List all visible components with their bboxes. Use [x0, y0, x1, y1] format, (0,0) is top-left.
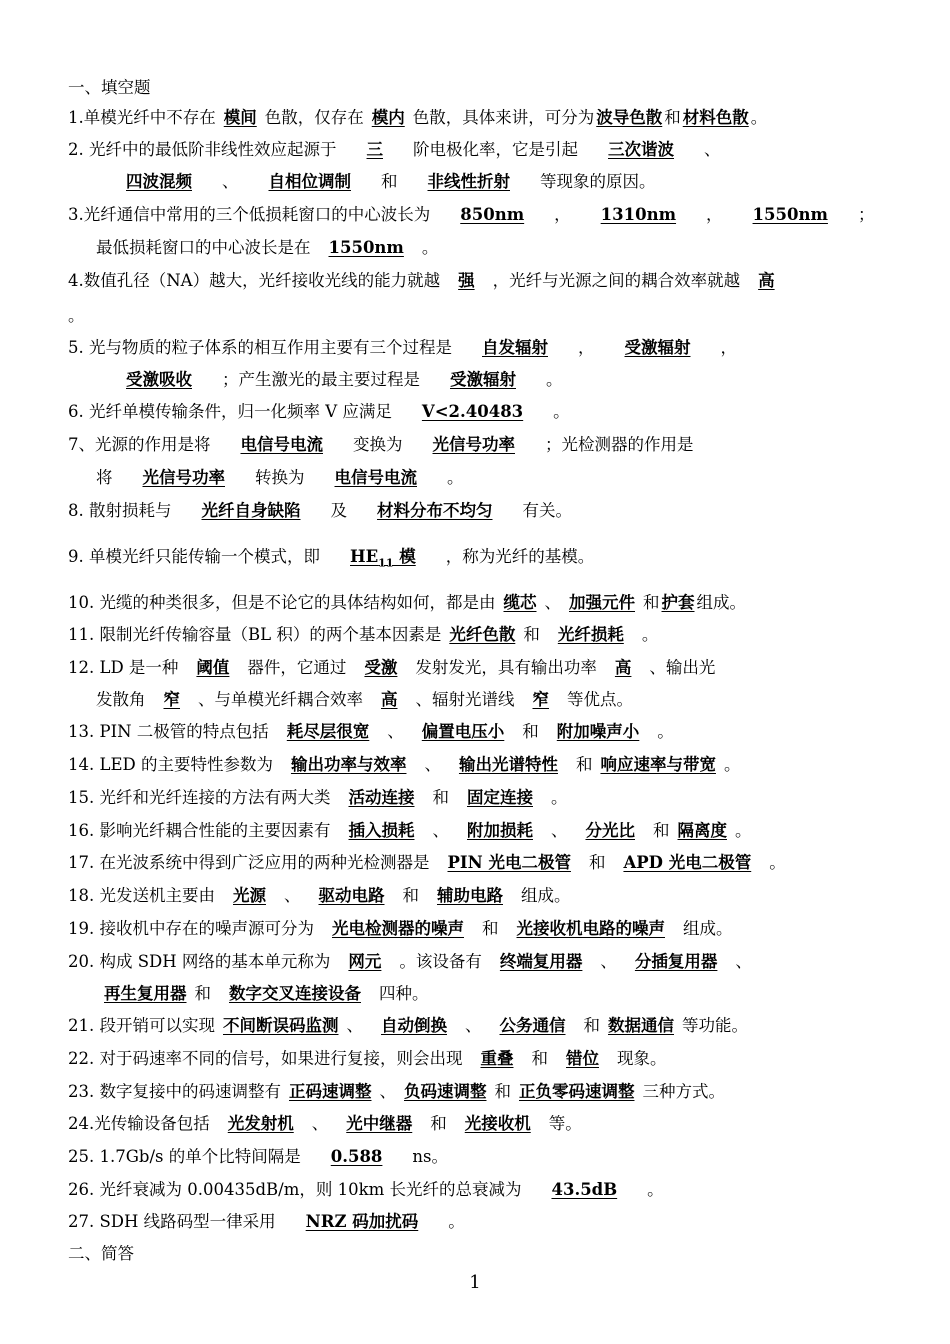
answer-blank: 波导色散 — [596, 108, 663, 127]
answer-blank: 受激 — [364, 658, 398, 677]
answer-blank: 终端复用器 — [499, 952, 583, 971]
question-21: 21. 段开销可以实现 不间断误码监测 、 自动倒换 、 公务通信 和 数据通信 等功能。 — [68, 1016, 748, 1035]
question-12-cont: 发散角 窄 、与单模光纤耦合效率 高 、辐射光谱线 窄 等优点。 — [96, 690, 633, 709]
answer-blank: 耗尽层很宽 — [286, 722, 370, 741]
question-25: 25. 1.7Gb/s 的单个比特间隔是 0.588 ns。 — [68, 1147, 449, 1166]
answer-blank: 驱动电路 — [318, 886, 385, 905]
question-3: 3.光纤通信中常用的三个低损耗窗口的中心波长为 850nm ， 1310nm ， 1550nm ； — [68, 205, 875, 224]
answer-blank: 辅助电路 — [437, 886, 503, 905]
answer-blank: 高 — [758, 271, 775, 290]
answer-blank: 模间 — [223, 108, 257, 127]
answer-blank: 非线性折射 — [427, 172, 510, 191]
section-heading-fill-in: 一、填空题 — [68, 78, 151, 97]
answer-blank: 受激吸收 — [126, 370, 192, 389]
answer-blank: $HE_{11}$ 模 — [350, 547, 416, 570]
answer-blank: 再生复用器 — [104, 984, 187, 1003]
answer-blank: 43.5dB — [551, 1180, 618, 1199]
answer-blank: 强 — [458, 271, 475, 290]
answer-blank: 公务通信 — [499, 1016, 566, 1035]
answer-blank: 窄 — [163, 690, 180, 709]
question-4-cont: 。 — [68, 306, 85, 325]
answer-blank: 自发辐射 — [482, 338, 548, 357]
answer-blank: 护套 — [661, 593, 695, 612]
page-number: 1 — [469, 1272, 481, 1293]
answer-blank: 光纤损耗 — [557, 625, 624, 644]
answer-blank: 1310nm — [600, 205, 677, 224]
question-20-cont: 再生复用器 和 数字交叉连接设备 四种。 — [96, 982, 910, 1006]
question-5: 5. 光与物质的粒子体系的相互作用主要有三个过程是 自发辐射 ， 受激辐射 ， — [68, 338, 737, 357]
answer-blank: 光电检测器的噪声 — [332, 919, 464, 938]
answer-blank: 自相位调制 — [268, 172, 351, 191]
answer-blank: 材料分布不均匀 — [377, 501, 493, 520]
question-22: 22. 对于码速率不同的信号，如果进行复接，则会出现 重叠 和 错位 现象。 — [68, 1049, 667, 1068]
question-2: 2. 光纤中的最低阶非线性效应起源于 三 阶电极化率，它是引起 三次谐波 、 — [68, 140, 721, 159]
answer-blank: 网元 — [348, 952, 382, 971]
question-3-cont: 最低损耗窗口的中心波长是在 1550nm 。 — [96, 238, 439, 257]
answer-blank: 重叠 — [480, 1049, 514, 1068]
answer-blank: 缆芯 — [503, 593, 537, 612]
answer-blank: 不间断误码监测 — [223, 1016, 339, 1035]
question-23: 23. 数字复接中的码速调整有 正码速调整 、 负码速调整 和 正负零码速调整 三种方式。 — [68, 1082, 725, 1101]
question-10: 10. 光缆的种类很多，但是不论它的具体结构如何，都是由 缆芯 、 加强元件 和 护套 组成。 — [68, 593, 746, 612]
answer-blank: 分插复用器 — [634, 952, 718, 971]
question-12: 12. LD 是一种 阈值 器件，它通过 受激 发射发光，具有输出功率 高 、输出光 — [68, 658, 716, 677]
answer-blank: 错位 — [566, 1049, 599, 1068]
answer-blank: 电信号电流 — [240, 435, 323, 454]
question-24: 24.光传输设备包括 光发射机 、 光中继器 和 光接收机 等。 — [68, 1114, 582, 1133]
answer-blank: V<2.40483 — [421, 402, 524, 421]
question-7: 7、光源的作用是将 电信号电流 变换为 光信号功率 ；光检测器的作用是 — [68, 435, 694, 454]
answer-blank: APD 光电二极管 — [623, 853, 752, 872]
answer-blank: 窄 — [532, 690, 549, 709]
answer-blank: 附加损耗 — [467, 821, 533, 840]
question-19: 19. 接收机中存在的噪声源可分为 光电检测器的噪声 和 光接收机电路的噪声 组成。 — [68, 919, 733, 938]
answer-blank: 正码速调整 — [289, 1082, 372, 1101]
answer-blank: 数字交叉连接设备 — [229, 984, 361, 1003]
question-4: 4.数值孔径（NA）越大，光纤接收光线的能力就越 强 ，光纤与光源之间的耦合效率就越 高 — [68, 269, 910, 293]
answer-blank: 输出光谱特性 — [458, 755, 558, 774]
answer-blank: 光信号功率 — [432, 435, 515, 454]
question-9: 9. 单模光纤只能传输一个模式，即 $HE_{11}$ 模 ，称为光纤的基模。 — [68, 547, 595, 570]
answer-blank: 模内 — [371, 108, 405, 127]
answer-blank: 正负零码速调整 — [519, 1082, 635, 1101]
answer-blank: 四波混频 — [126, 172, 192, 191]
question-17: 17. 在光波系统中得到广泛应用的两种光检测器是 PIN 光电二极管 和 APD 光电二极管 。 — [68, 853, 786, 872]
question-5-cont: 受激吸收 ；产生激光的最主要过程是 受激辐射 。 — [96, 368, 910, 392]
question-15: 15. 光纤和光纤连接的方法有两大类 活动连接 和 固定连接 。 — [68, 788, 568, 807]
question-11: 11. 限制光纤传输容量（BL 积）的两个基本因素是 光纤色散 和 光纤损耗 。 — [68, 625, 659, 644]
answer-blank: 光接收机电路的噪声 — [516, 919, 665, 938]
answer-blank: 光源 — [233, 886, 266, 905]
answer-blank: 高 — [614, 658, 632, 677]
question-2-cont: 四波混频 、 自相位调制 和 非线性折射 等现象的原因。 — [96, 170, 910, 194]
question-7-cont: 将 光信号功率 转换为 电信号电流 。 — [96, 468, 464, 487]
question-20: 20. 构成 SDH 网络的基本单元称为 网元 。该设备有 终端复用器 、 分插复用器 、 — [68, 952, 752, 971]
answer-blank: 850nm — [460, 205, 525, 224]
question-18: 18. 光发送机主要由 光源 、 驱动电路 和 辅助电路 组成。 — [68, 886, 571, 905]
answer-blank: 受激辐射 — [624, 338, 691, 357]
question-8: 8. 散射损耗与 光纤自身缺陷 及 材料分布不均匀 有关。 — [68, 501, 572, 520]
answer-blank: 0.588 — [330, 1147, 383, 1166]
answer-blank: 电信号电流 — [334, 468, 417, 487]
answer-blank: 光纤色散 — [449, 625, 516, 644]
answer-blank: 光信号功率 — [142, 468, 225, 487]
answer-blank: 活动连接 — [348, 788, 415, 807]
answer-blank: 光接收机 — [464, 1114, 531, 1133]
answer-blank: 数据通信 — [608, 1016, 674, 1035]
answer-blank: 负码速调整 — [404, 1082, 487, 1101]
answer-blank: 固定连接 — [467, 788, 533, 807]
answer-blank: 光发射机 — [227, 1114, 294, 1133]
question-6: 6. 光纤单模传输条件，归一化频率 V 应满足 V<2.40483 。 — [68, 402, 570, 421]
answer-blank: 自动倒换 — [381, 1016, 447, 1035]
question-27: 27. SDH 线路码型一律采用 NRZ 码加扰码 。 — [68, 1212, 465, 1231]
answer-blank: 偏置电压小 — [421, 722, 505, 741]
answer-blank: 加强元件 — [569, 593, 635, 612]
question-26: 26. 光纤衰减为 0.00435dB/m，则 10km 长光纤的总衰减为 43.5dB 。 — [68, 1180, 664, 1199]
question-1: 1.单模光纤中不存在 模间 色散，仅存在 模内 色散，具体来讲，可分为 波导色散 和 材料色散 。 — [68, 108, 768, 127]
question-14: 14. LED 的主要特性参数为 输出功率与效率 、 输出光谱特性 和 响应速率与带宽 。 — [68, 755, 741, 774]
answer-blank: 高 — [381, 690, 398, 709]
answer-blank: 插入损耗 — [348, 821, 415, 840]
answer-blank: 分光比 — [585, 821, 635, 840]
section-heading-short-answer: 二、简答 — [68, 1244, 134, 1263]
answer-blank: 1550nm — [752, 205, 828, 224]
answer-blank: 三 — [366, 140, 383, 159]
answer-blank: 受激辐射 — [450, 370, 516, 389]
answer-blank: 隔离度 — [677, 821, 727, 840]
answer-blank: 输出功率与效率 — [290, 755, 407, 774]
answer-blank: 三次谐波 — [608, 140, 674, 159]
question-13: 13. PIN 二极管的特点包括 耗尽层很宽 、 偏置电压小 和 附加噪声小 。 — [68, 722, 674, 741]
answer-blank: PIN 光电二极管 — [447, 853, 571, 872]
answer-blank: 1550nm — [328, 238, 404, 257]
question-16: 16. 影响光纤耦合性能的主要因素有 插入损耗 、 附加损耗 、 分光比 和 隔离度 。 — [68, 821, 752, 840]
answer-blank: 响应速率与带宽 — [600, 755, 716, 774]
answer-blank: 阈值 — [196, 658, 230, 677]
answer-blank: 材料色散 — [682, 108, 749, 127]
answer-blank: 附加噪声小 — [556, 722, 640, 741]
answer-blank: 光纤自身缺陷 — [201, 501, 301, 520]
answer-blank: 光中继器 — [346, 1114, 413, 1133]
answer-blank: NRZ 码加扰码 — [305, 1212, 419, 1231]
